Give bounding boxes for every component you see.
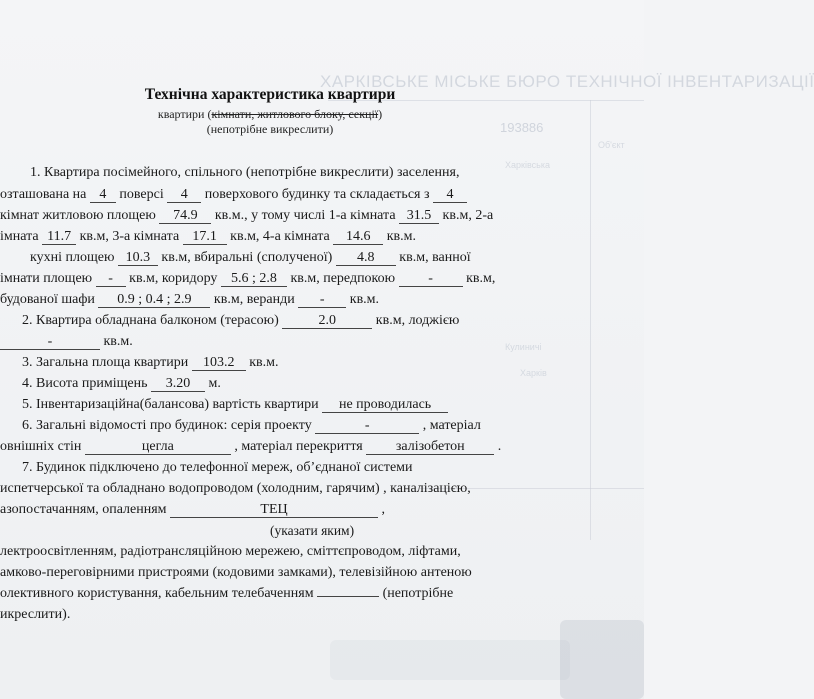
- subtitle-struck-text: кімнати, житлового блоку, секції: [211, 107, 379, 121]
- text: озташована на: [0, 187, 87, 202]
- bleed-through-header: ХАРКІВСЬКЕ МІСЬКЕ БЮРО ТЕХНІЧНОЇ ІНВЕНТАРИЗАЦІЇ: [320, 72, 814, 91]
- project-series-value: -: [315, 418, 419, 434]
- item7-line4: лектроосвітленням, радіотрансляційною мережею, сміттєпроводом, ліфтами,: [0, 544, 461, 559]
- room1-value: 31.5: [399, 208, 439, 224]
- text: імната: [0, 229, 39, 244]
- heating-value: ТЕЦ: [170, 502, 378, 518]
- text: кімнат житловою площею: [0, 208, 156, 223]
- text: .: [497, 439, 502, 454]
- bleed-through-label: Харківська: [505, 160, 550, 170]
- item1-line5: [30, 250, 471, 266]
- text: м.: [208, 376, 221, 391]
- item1-line7: [0, 292, 379, 308]
- bleed-through-label: Кулиничі: [505, 342, 542, 352]
- text: кв.м, веранди: [213, 292, 295, 307]
- total-area-value: 103.2: [192, 355, 246, 371]
- text: кв.м.: [249, 355, 279, 370]
- floor-value: 4: [90, 187, 116, 203]
- item2-line2: [0, 334, 133, 350]
- item1-line3: [0, 208, 493, 224]
- text: азопостачанням, опаленням: [0, 502, 167, 517]
- text: , матеріал перекриття: [234, 439, 363, 454]
- item7-note: (указати яким): [270, 523, 355, 538]
- text: кв.м, 3-а кімната: [79, 229, 180, 244]
- balcony-value: 2.0: [282, 313, 372, 329]
- ceiling-height-value: 3.20: [151, 376, 205, 392]
- text: кв.м.: [103, 334, 133, 349]
- text: кв.м.: [386, 229, 416, 244]
- item7-line1: 7. Будинок підключено до телефонної мереж, об’єднаної системи: [22, 460, 413, 475]
- text: будованої шафи: [0, 292, 95, 307]
- text: ,: [381, 502, 386, 517]
- text: 6. Загальні відомості про будинок: серія проекту: [22, 418, 312, 433]
- room2-value: 11.7: [42, 229, 76, 245]
- text: кв.м, 4-а кімната: [230, 229, 330, 244]
- text: кв.м, коридору: [129, 271, 218, 286]
- item5-line: [22, 397, 448, 413]
- inventory-value: не проводилась: [322, 397, 448, 413]
- kitchen-value: 10.3: [118, 250, 158, 266]
- subtitle-end: ): [378, 107, 383, 121]
- item1-line2: [0, 187, 467, 203]
- subtitle-lead: квартири (: [157, 107, 212, 121]
- item1-line1: 1. Квартира посімейного, спільного (непотрібне викреслити) заселення,: [30, 165, 460, 180]
- text: 5. Інвентаризаційна(балансова) вартість квартири: [22, 397, 319, 412]
- item7-line6: [0, 586, 453, 602]
- document-subtitle: [0, 107, 540, 122]
- living-area-value: 74.9: [159, 208, 211, 224]
- text: імнати площею: [0, 271, 93, 286]
- bleed-through-label: Харків: [520, 368, 547, 378]
- document-title: Технічна характеристика квартири: [144, 86, 396, 103]
- text: кв.м, лоджією: [375, 313, 460, 328]
- text: 2. Квартира обладнана балконом (терасою): [22, 313, 279, 328]
- item7-line3: [0, 502, 385, 518]
- text: кв.м.: [349, 292, 380, 307]
- bleed-through-label: Об'єкт: [598, 140, 625, 150]
- text: олективного користування, кабельним телебаченням: [0, 586, 314, 601]
- text: кухні площею: [30, 250, 115, 265]
- bleed-grid-line: [590, 100, 591, 540]
- corridor-value: 5.6 ; 2.8: [221, 271, 287, 287]
- item6-line2: [0, 439, 501, 455]
- item4-line: [22, 376, 221, 392]
- text: 3. Загальна площа квартири: [22, 355, 189, 370]
- item1-line6: [0, 271, 495, 287]
- veranda-value: -: [298, 292, 346, 308]
- text: кв.м,: [466, 271, 496, 286]
- text: (непотрібне: [382, 586, 454, 601]
- loggia-value: -: [0, 334, 100, 350]
- text: овнішніх стін: [0, 439, 82, 454]
- item6-line1: [22, 418, 481, 434]
- item7-line2: испетчерської та обладнано водопроводом (холодним, гарячим) , каналізацією,: [0, 481, 471, 496]
- text: , матеріал: [422, 418, 481, 433]
- floors-material-value: залізобетон: [366, 439, 494, 455]
- text: кв.м, ванної: [399, 250, 471, 265]
- text: поверсі: [119, 187, 164, 202]
- text: кв.м., у тому числі 1-а кімната: [214, 208, 396, 223]
- text: кв.м, вбиральні (сполученої): [161, 250, 333, 265]
- stamp-bleed: [560, 620, 644, 699]
- document-subtitle-note: (непотрібне викреслити): [206, 122, 334, 136]
- room4-value: 14.6: [333, 229, 383, 245]
- closets-value: 0.9 ; 0.4 ; 2.9: [98, 292, 210, 308]
- walls-material-value: цегла: [85, 439, 231, 455]
- hallway-value: -: [399, 271, 463, 287]
- text: поверхового будинку та складається з: [204, 187, 430, 202]
- item1-line4: [0, 229, 416, 245]
- text: кв.м, передпокою: [290, 271, 396, 286]
- room3-value: 17.1: [183, 229, 227, 245]
- bathroom-value: -: [96, 271, 126, 287]
- item2-line1: [22, 313, 459, 329]
- item7-line5: амково-переговірними пристроями (кодовими замками), телевізійною антеною: [0, 565, 472, 580]
- item7-line7: икреслити).: [0, 607, 71, 622]
- bleed-through-number: 193886: [500, 120, 544, 135]
- item3-line: [22, 355, 279, 371]
- floors-total-value: 4: [167, 187, 201, 203]
- text: 4. Висота приміщень: [22, 376, 148, 391]
- signature-bleed: [330, 640, 570, 680]
- toilet-value: 4.8: [336, 250, 396, 266]
- rooms-count-value: 4: [433, 187, 467, 203]
- text: кв.м, 2-а: [442, 208, 494, 223]
- cable-tv-value: [317, 596, 379, 597]
